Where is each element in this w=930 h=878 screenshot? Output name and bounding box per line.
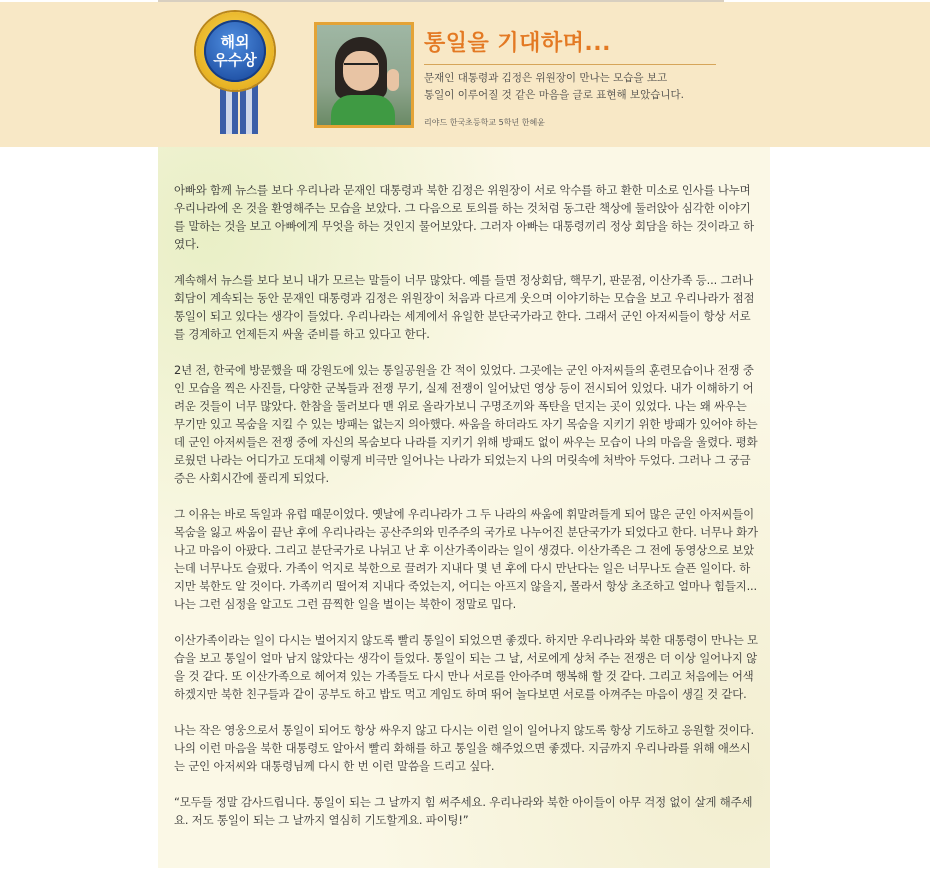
page-title: 통일을 기대하며... bbox=[424, 31, 611, 56]
closing-quote: “모두들 정말 감사드립니다. 통일이 되는 그 날까지 힘 써주세요. 우리나라와 북한 아이들이 아무 걱정 없이 살게 해주세요. 저도 통일이 되는 그 날까지 열심히 기도할게요. 파이팅!” bbox=[174, 795, 753, 827]
award-badge bbox=[196, 12, 274, 136]
article-body bbox=[158, 147, 770, 868]
ribbon-left bbox=[220, 84, 238, 134]
summary-line-1: 문재인 대통령과 김정은 위원장이 만나는 모습을 보고 bbox=[424, 72, 668, 84]
paragraph-5: 이산가족이라는 일이 다시는 벌어지지 않도록 빨리 통일이 되었으면 좋겠다. 하지만 우리나라와 북한 대통령이 만나는 모습을 보고 통일이 얼마 남지 않았다는 생각이 들었다. 통일이 되는 그 날, 서로에게 상처 주는 전쟁은 더 이상 일어나지 않을 것 같다. 또 이산가족으로 헤어져 있는 가족들도 다시 만나 서로를 안아주며 행복해 할 것 같다. 그리고 처음에는 어색하겠지만 북한 친구들과 같이 공부도 하고 밥도 먹고 게임도 하며 뛰어 놀다보면 서로를 아껴주는 마음이 생길 것 같다. bbox=[174, 633, 758, 701]
paragraph-2: 계속해서 뉴스를 보다 보니 내가 모르는 말들이 너무 많았다. 예를 들면 정상회담, 핵무기, 판문점, 이산가족 등... 그러나 회담이 계속되는 동안 문재인 대통령과 김정은 위원장이 처음과 다르게 웃으며 이야기하는 모습을 보고 우리나라가 점점 통일이 되고 있다는 생각이 들었다. 우리나라는 세계에서 유일한 분단국가라고 한다. 그래서 군인 아저씨들이 항상 서로를 경계하고 언제든지 싸울 준비를 하고 있다고 한다. bbox=[174, 273, 755, 341]
paragraph-6: 나는 작은 영웅으로서 통일이 되어도 항상 싸우지 않고 다시는 이런 일이 일어나지 않도록 항상 기도하고 응원할 것이다. 나의 이런 마음을 북한 대통령도 알아서 빨리 화해를 하고 통일을 해주었으면 좋겠다. 지금까지 우리나라를 위해 애쓰시는 군인 아저씨와 대통령님께 다시 한 번 이런 말씀을 드리고 싶다. bbox=[174, 723, 754, 773]
article-header bbox=[0, 2, 930, 147]
paragraph-1: 아빠와 함께 뉴스를 보다 우리나라 문재인 대통령과 북한 김정은 위원장이 서로 악수를 하고 환한 미소로 인사를 나누며 우리나라에 온 것을 환영해주는 모습을 보았다. 그 다음으로 토의를 하는 것처럼 동그란 책상에 둘러앉아 심각한 이야기를 말하는 것을 보고 아빠에게 무엇을 하는 것인지 물어보았다. 그러자 아빠는 대통령끼리 정상 회담을 하는 것이라고 하였다. bbox=[174, 183, 754, 251]
summary-line-2: 통일이 이루어질 것 같은 마음을 글로 표현해 보았습니다. bbox=[424, 89, 684, 101]
ribbon-right bbox=[240, 84, 258, 134]
medal-icon bbox=[196, 12, 274, 90]
article-text bbox=[174, 181, 758, 829]
badge-line-1: 해외 bbox=[220, 33, 250, 51]
title-underline bbox=[424, 64, 716, 65]
author-byline: 리야드 한국초등학교 5학년 한혜윤 bbox=[424, 118, 545, 127]
badge-text bbox=[204, 20, 266, 82]
badge-line-2: 우수상 bbox=[213, 51, 257, 69]
summary bbox=[424, 70, 724, 104]
author-photo bbox=[314, 22, 414, 128]
paragraph-4: 그 이유는 바로 독일과 유럽 때문이었다. 옛날에 우리나라가 그 두 나라의 싸움에 휘말려들게 되어 많은 군인 아저씨들이 목숨을 잃고 싸움이 끝난 후에 우리나라는 공산주의와 민주주의 국가로 나누어진 분단국가가 되었다고 한다. 너무나 화가 나고 마음이 아팠다. 그리고 분단국가로 나뉘고 난 후 이산가족이라는 일이 생겼다. 이산가족은 그 전에 동영상으로 보았는데 너무나도 슬펐다. 가족이 억지로 북한으로 끌려가 지내다 몇 년 후에 다시 만난다는 일은 너무나도 슬픈 일이다. 하지만 북한도 알 것이다. 가족끼리 떨어져 지내다 죽었는지, 어디는 아프지 않을지, 몰라서 항상 초조하고 얼마나 힘들지... 나는 그런 심정을 알고도 그런 끔찍한 일을 벌이는 북한이 정말로 밉다. bbox=[174, 507, 758, 611]
paragraph-3: 2년 전, 한국에 방문했을 때 강원도에 있는 통일공원을 간 적이 있었다. 그곳에는 군인 아저씨들의 훈련모습이나 전쟁 중인 모습을 찍은 사진들, 다양한 군복들과 전쟁 무기, 실제 전쟁이 일어났던 영상 등이 전시되어 있었다. 내가 이해하기 어려운 것들이 너무 많았다. 한참을 둘러보다 맨 위로 올라가보니 구명조끼와 폭탄을 던지는 곳이 있었다. 나는 왜 싸우는 무기만 있고 목숨을 지킬 수 있는 방패는 없는지 의아했다. 싸움을 하더라도 자기 목숨을 지키기 위한 방패가 있어야 하는데 군인 아저씨들은 전쟁 중에 자신의 목숨보다 나라를 지키기 위해 방패도 없이 싸우는 모습이 나의 마음을 울렸다. 평화로웠던 나라는 어디가고 도대체 이렇게 비극만 일어나는 나라가 되었는지 나의 머릿속에 처박아 두었다. 그러나 그 궁금증은 사회시간에 풀리게 되었다. bbox=[174, 363, 758, 485]
